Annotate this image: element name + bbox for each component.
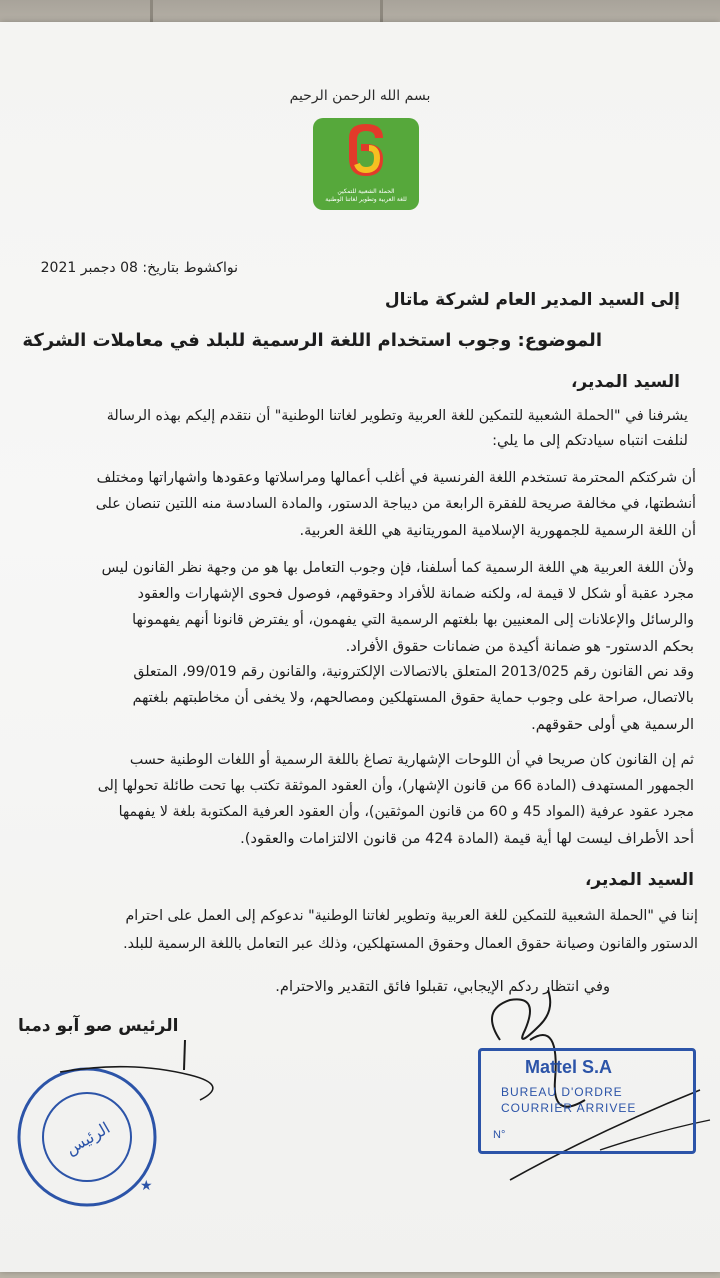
- paragraph-line: أنشطتها، في مخالفة صريحة للفقرة الرابعة من ديباجة الدستور، والمادة السادسة منه اللتين تنصان على: [95, 496, 696, 512]
- recipient-line: إلى السيد المدير العام لشركة ماتال: [384, 290, 680, 310]
- paragraph-line: ولأن اللغة العربية هي اللغة الرسمية كما أسلفنا، فإن وجوب التعامل بها هو من وجهة نظر القانون ليس: [101, 560, 694, 576]
- paragraph-line: بالاتصال، صراحة على وجوب حماية حقوق المستهلكين ومصالحهم، ولا يخفى أن مخاطبتهم بلغتهم: [132, 690, 694, 706]
- letter-date: نواكشوط بتاريخ: 08 دجمبر 2021: [40, 260, 238, 276]
- svg-text:★: ★: [140, 1178, 153, 1194]
- paragraph-line: مجرد عقبة أو شكل لا قيمة له، ولكنه ضمانة للأفراد وحقوقهم، فوصول فحوى الإشهارات والعقود: [137, 586, 694, 602]
- subject-line: الموضوع: وجوب استخدام اللغة الرسمية للبلد في معاملات الشركة: [22, 330, 602, 351]
- paragraph-line: أن اللغة الرسمية للجمهورية الإسلامية الموريتانية هي اللغة العربية.: [299, 522, 696, 539]
- svg-text:الرئيس: الرئيس: [62, 1118, 114, 1159]
- logo-caption-line-1: الحملة الشعبية للتمكين: [337, 188, 395, 195]
- stamp-number-label: N°: [493, 1129, 506, 1141]
- paragraph-line: أن شركتكم المحترمة تستخدم اللغة الفرنسية في أغلب أعمالها ومراسلاتها وعقودها واشهاراتها ومختلف: [96, 470, 696, 486]
- stamp-line-1: BUREAU D'ORDRE: [501, 1085, 623, 1099]
- stamp-line-2: COURRIER ARRIVEE: [501, 1101, 637, 1115]
- salutation-second: السيد المدير،: [584, 870, 694, 890]
- signatory-name: الرئيس صو آبو دمبا: [18, 1016, 179, 1036]
- closing-line: وفي انتظار ردكم الإيجابي، تقبلوا فائق التقدير والاحترام.: [275, 978, 610, 995]
- salutation: السيد المدير،: [570, 372, 680, 392]
- logo-caption-line-2: للغة العربية وتطوير لغاتنا الوطنية: [325, 196, 407, 203]
- paragraph-line: يشرفنا في "الحملة الشعبية للتمكين للغة العربية وتطوير لغاتنا الوطنية" أن نتقدم إليكم بهذه الرسالة: [106, 408, 688, 424]
- paragraph-line: والرسائل والإعلانات إلى المعنيين بها بلغتهم الرسمية التي يفهمون، أو يفترض قانونا أنهم يفهمونها: [132, 612, 694, 628]
- paragraph-line: وقد نص القانون رقم 2013/025 المتعلق بالاتصالات الإلكترونية، والقانون رقم 99/019، المتعلق: [133, 664, 694, 680]
- basmala: بسم الله الرحمن الرحيم: [289, 88, 431, 104]
- paragraph-line: إننا في "الحملة الشعبية للتمكين للغة العربية وتطوير لغاتنا الوطنية" ندعوكم إلى العمل على احترام: [125, 908, 698, 924]
- paragraph-line: الرسمية هي أولى حقوقهم.: [531, 716, 694, 733]
- paragraph-line: الدستور والقانون وصيانة حقوق العمال وحقوق المستهلكين، وذلك عبر التعامل باللغة الرسمية للبلد.: [123, 936, 698, 952]
- paragraph-line: ثم إن القانون كان صريحا في أن اللوحات الإشهارية تصاغ باللغة الرسمية أو اللغات الوطنية حسب: [129, 752, 694, 768]
- paragraph-line: أحد الأطراف ليست لها أية قيمة (المادة 424 من قانون الالتزامات والعقود).: [240, 830, 694, 847]
- mattel-receipt-stamp: [478, 1048, 696, 1154]
- paragraph-line: مجرد عقود عرفية (المواد 45 و 60 من قانون الموثقين)، وأن العقود العرفية المكتوبة بلغة لا يفهمها: [118, 804, 694, 820]
- paragraph-line: الجمهور المستهدف (المادة 66 من قانون الإشهار)، وأن العقود الموثقة تكتب بها تحت طائلة تحولها إلى: [97, 778, 694, 794]
- paragraph-line: لنلفت انتباه سيادتكم إلى ما يلي:: [492, 432, 688, 449]
- stamp-company: Mattel S.A: [525, 1057, 613, 1077]
- paragraph-line: بحكم الدستور- هو ضمانة أكيدة من ضمانات حقوق الأفراد.: [345, 638, 694, 655]
